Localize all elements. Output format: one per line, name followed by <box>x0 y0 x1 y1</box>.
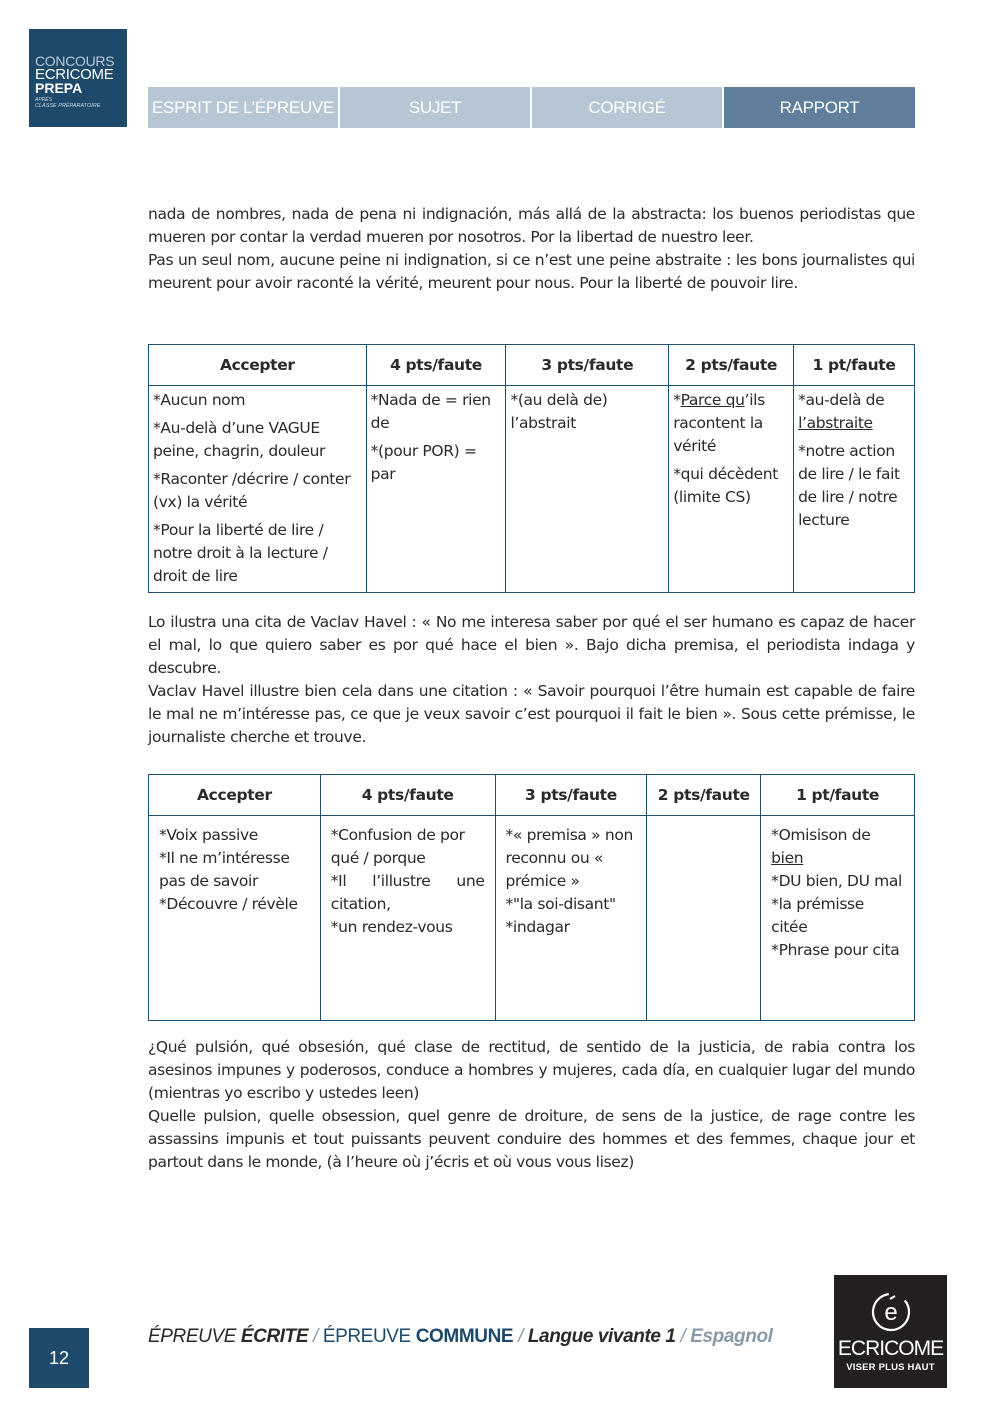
cell-line: *(pour POR) = par <box>370 442 477 483</box>
footer-text: ÉPREUVE <box>148 1326 241 1347</box>
cell-line: *qui décèdent (limite CS) <box>673 465 778 506</box>
cell-2pts <box>647 816 761 1021</box>
concours-logo <box>29 29 127 127</box>
paragraph-french: Pas un seul nom, aucune peine ni indignation, si ce n’est une peine abstraite : les bons journalistes qui meurent pour avoir raconté la vérité, meurent pour nous. Pour la liberté de pouvoir lire. <box>148 251 915 292</box>
cell-line <box>771 824 904 870</box>
col-header-accepter: Accepter <box>149 345 367 386</box>
cell-accepter <box>149 816 321 1021</box>
table-header-row <box>149 345 915 386</box>
table-row <box>149 386 915 593</box>
footer-separator: / <box>675 1326 691 1347</box>
cell-line: *un rendez-vous <box>330 918 453 936</box>
logo-line-classe: CLASSE PRÉPARATOIRE <box>35 103 101 109</box>
cell-line: *Aucun nom <box>153 391 246 409</box>
paragraph-2 <box>148 611 915 749</box>
section-tabs <box>148 87 915 128</box>
cell-text: *Omisison de <box>771 826 871 844</box>
tab-sujet[interactable]: SUJET <box>340 87 530 128</box>
footer-separator: / <box>308 1326 323 1347</box>
grading-table-1 <box>148 344 915 593</box>
cell-line: *"la soi-disant" <box>505 895 616 913</box>
ecricome-e-icon <box>870 1291 912 1333</box>
cell-line: *DU bien, DU mal <box>771 872 902 890</box>
paragraph-french: Vaclav Havel illustre bien cela dans une citation : « Savoir pourquoi l’être humain est capable de faire le mal ne m’intéresse pas, ce que je veux savoir c’est pourquoi il fait le bien ». Sous cette prémisse, le journaliste cherche et trouve. <box>148 682 915 746</box>
cell-line: *indagar <box>505 918 570 936</box>
cell-line: *notre action de lire / le fait de lire / notre lecture <box>798 442 900 529</box>
cell-text: ’ils racontent la vérité <box>673 391 765 455</box>
cell-line: *Voix passive <box>159 826 258 844</box>
cell-line: *Il l’illustre une citation, <box>330 872 485 913</box>
cell-line: *Phrase pour cita <box>771 941 900 959</box>
underlined-text: bien <box>771 849 804 867</box>
cell-line <box>798 389 910 435</box>
cell-line <box>673 389 789 458</box>
paragraph-french: Quelle pulsion, quelle obsession, quel genre de droiture, de sens de la justice, de rage contre les assassins impunis et tout puissants peuvent conduire des hommes et des femmes, chaque jour et partout dans le monde, (à l’heure où j’écris et où vous vous lisez) <box>148 1107 915 1171</box>
cell-2pts <box>669 386 794 593</box>
footer-text: ÉPREUVE <box>322 1326 416 1347</box>
col-header-4pts: 4 pts/faute <box>320 775 495 816</box>
col-header-2pts: 2 pts/faute <box>647 775 761 816</box>
logo-line-ecricome: ECRICOME <box>35 66 114 83</box>
underlined-text: Parce qu <box>680 391 745 409</box>
cell-line: *Il ne m’intéresse pas de savoir <box>159 849 290 890</box>
underlined-text: l’abstraite <box>798 414 873 432</box>
cell-line: *la prémisse citée <box>771 895 864 936</box>
cell-line: *Confusion de por qué / porque <box>330 826 465 867</box>
paragraph-1 <box>148 203 915 295</box>
footer-separator: / <box>513 1326 528 1347</box>
logo-line-concours: CONCOURS <box>35 53 115 69</box>
col-header-4pts: 4 pts/faute <box>366 345 506 386</box>
svg-text:e: e <box>884 1299 898 1326</box>
footer-text: ÉCRITE <box>240 1326 309 1347</box>
col-header-1pt: 1 pt/faute <box>761 775 915 816</box>
tab-corrige[interactable]: CORRIGÉ <box>532 87 722 128</box>
grading-table-2 <box>148 774 915 1021</box>
brand-name: ECRICOME <box>837 1337 944 1360</box>
footer-text: Espagnol <box>690 1326 773 1347</box>
cell-line: *Pour la liberté de lire / notre droit à la lecture / droit de lire <box>153 521 328 585</box>
logo-line-apres: APRÈS <box>35 97 52 103</box>
col-header-accepter: Accepter <box>149 775 321 816</box>
paragraph-spanish: nada de nombres, nada de pena ni indignación, más allá de la abstracta: los buenos periodistas que mueren por contar la verdad mueren por nosotros. Por la libertad de nuestro leer. <box>148 205 915 246</box>
cell-text: *au-delà de <box>798 391 885 409</box>
cell-3pts <box>506 386 669 593</box>
paragraph-spanish: ¿Qué pulsión, qué obsesión, qué clase de rectitud, de sentido de la justicia, de rabia contra los asesinos impunes y poderosos, conduce a hombres y mujeres, cada día, en cualquier lugar del mundo (mientras yo escribo y ustedes leen) <box>148 1038 915 1102</box>
cell-text: * <box>673 391 681 409</box>
col-header-1pt: 1 pt/faute <box>794 345 915 386</box>
logo-line-prepa: PREPA <box>35 80 83 96</box>
paragraph-spanish: Lo ilustra una cita de Vaclav Havel : « No me interesa saber por qué el ser humano es capaz de hacer el mal, lo que quiero saber es por qué hace el bien ». Bajo dicha premisa, el periodista indaga y descubre. <box>148 613 915 677</box>
paragraph-3 <box>148 1036 915 1174</box>
tab-rapport[interactable]: RAPPORT <box>724 87 915 128</box>
ecricome-brand-logo <box>834 1275 947 1388</box>
footer-text: Langue vivante 1 <box>527 1326 676 1347</box>
brand-tagline: VISER PLUS HAUT <box>846 1362 935 1373</box>
cell-accepter <box>149 386 367 593</box>
cell-3pts <box>495 816 647 1021</box>
cell-4pts <box>366 386 506 593</box>
table-header-row <box>149 775 915 816</box>
cell-1pt <box>794 386 915 593</box>
footer-exam-title <box>148 1326 773 1348</box>
table-row <box>149 816 915 1021</box>
cell-line: *(au delà de) l’abstrait <box>510 391 608 432</box>
cell-line: *Découvre / révèle <box>159 895 298 913</box>
col-header-3pts: 3 pts/faute <box>506 345 669 386</box>
footer-text: COMMUNE <box>415 1326 514 1347</box>
cell-line: *Nada de = rien de <box>370 391 491 432</box>
col-header-2pts: 2 pts/faute <box>669 345 794 386</box>
cell-4pts <box>320 816 495 1021</box>
page-number: 12 <box>29 1328 89 1388</box>
cell-line: *« premisa » non reconnu ou « prémice » <box>505 826 633 890</box>
cell-1pt <box>761 816 915 1021</box>
col-header-3pts: 3 pts/faute <box>495 775 647 816</box>
cell-line: *Au-delà d’une VAGUE peine, chagrin, douleur <box>153 419 326 460</box>
tab-esprit[interactable]: ESPRIT DE L’ÉPREUVE <box>148 87 338 128</box>
cell-line: *Raconter /décrire / conter (vx) la vérité <box>153 470 351 511</box>
